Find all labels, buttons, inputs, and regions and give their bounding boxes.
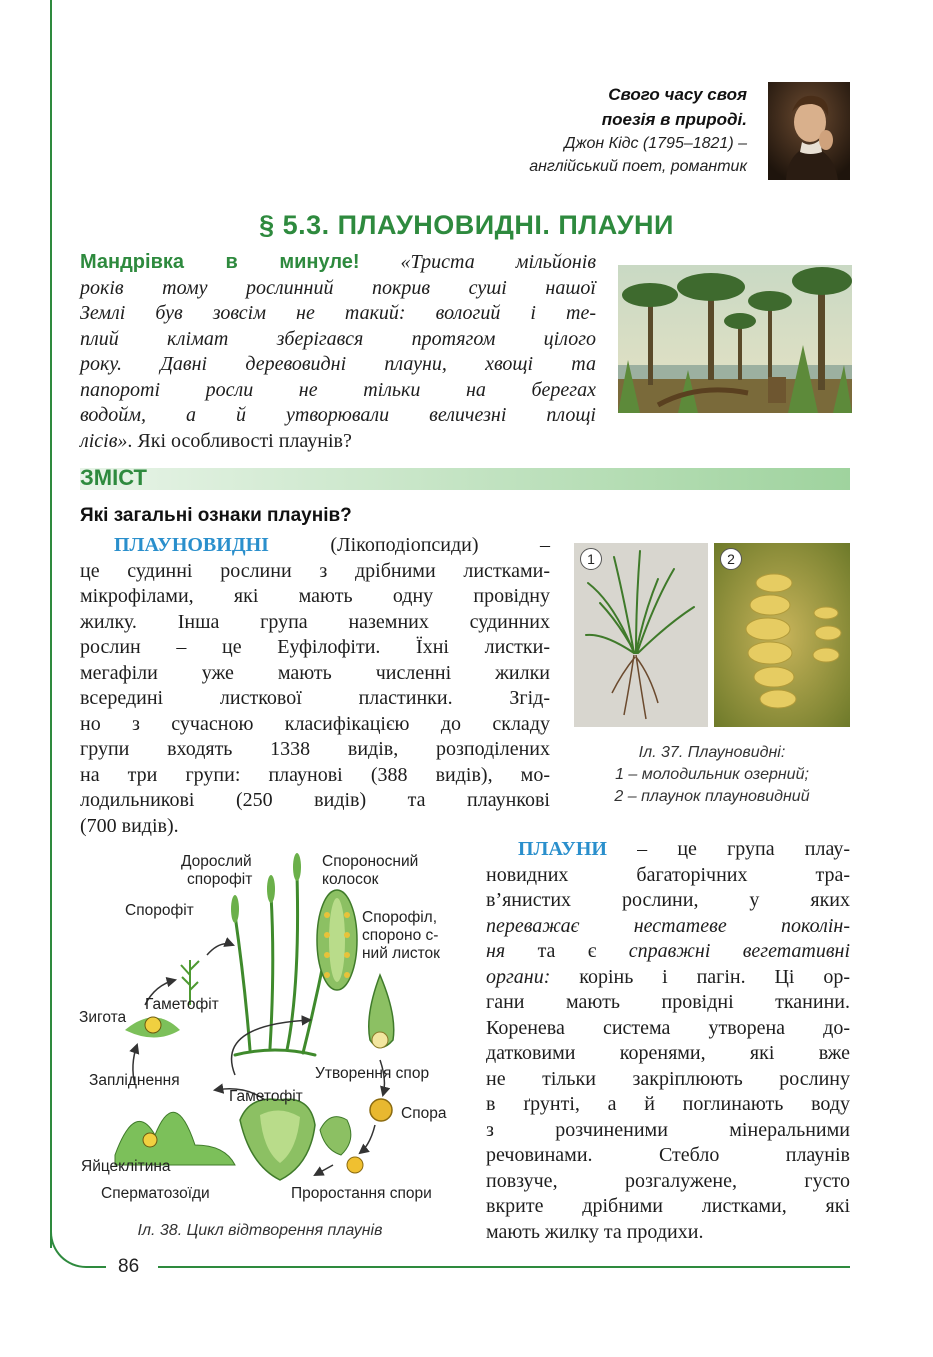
paragraph-line: лодильникові (250 видів) та плаункові (80, 789, 550, 811)
label-egg: Яйцеклітина (81, 1158, 171, 1175)
label-spore: Спора (401, 1105, 447, 1122)
paragraph-line: гани мають провідні тканини. (486, 991, 850, 1013)
intro-line (80, 403, 596, 429)
life-cycle-diagram (75, 845, 475, 1215)
paragraph-text: та є (505, 940, 629, 962)
poet-portrait (768, 82, 850, 180)
paragraph-line: всередині листкової пластинки. Згід- (80, 687, 550, 709)
page-number: 86 (118, 1256, 140, 1277)
intro-lead: Мандрівка в минуле! (80, 251, 360, 273)
intro-text (80, 250, 596, 454)
label-sperm: Сперматозоїди (101, 1185, 210, 1202)
subheading: Які загальні ознаки плаунів? (80, 505, 352, 526)
paragraph-emphasis: переважає нестатеве поколін- (486, 914, 850, 937)
epigraph-quote-line: Свого часу своя (608, 85, 747, 104)
intro-line (80, 276, 596, 302)
intro-quote: папороті росли не тільки на берегах (80, 378, 596, 401)
epigraph-author-line: Джон Кідс (1795–1821) – (564, 135, 747, 152)
paragraph-line (486, 837, 850, 863)
label-gametophyte: Гаметофіт (229, 1088, 303, 1105)
term-plauny: ПЛАУНИ (518, 838, 607, 860)
paragraph-line: мікрофілами, які мають одну провідну (80, 585, 550, 607)
paragraph-line: Коренева система утворена до- (486, 1016, 850, 1039)
page-frame-bottom (158, 1266, 850, 1268)
intro-quote: Землі був зовсім не такий: вологий і те- (80, 302, 596, 324)
epigraph-author-line: англійський поет, романтик (529, 158, 747, 175)
label-strobilus: колосок (322, 871, 379, 888)
caption-line: Іл. 37. Плауновидні: (638, 744, 786, 761)
label-sporophyll: ний листок (362, 945, 440, 962)
paragraph-emphasis: органи: (486, 965, 551, 988)
ancient-forest-illustration (618, 265, 852, 413)
paragraph-line: мегафіли уже мають численні жилки (80, 661, 550, 684)
intro-line (80, 250, 596, 276)
paragraph-line: но з сучасною класифікацією до складу (80, 712, 550, 735)
intro-line (80, 327, 596, 353)
figure-badge: 1 (580, 548, 602, 570)
intro-line (80, 352, 596, 378)
label-sporophyll: Спорофіл, (362, 909, 437, 926)
intro-quote: років тому рослинний покрив суші нашої (80, 276, 596, 299)
label-spore-germination: Проростання спори (291, 1185, 432, 1202)
paragraph-line: датковими коренями, які вже (486, 1042, 850, 1064)
figure-37-caption (560, 742, 864, 808)
label-adult-sporophyte: Дорослий (181, 853, 252, 870)
paragraph-line (486, 914, 850, 940)
paragraph-emphasis: ня (486, 940, 506, 962)
label-adult-sporophyte: спорофіт (187, 871, 253, 888)
paragraph-line: жилку. Інша група наземних судинних (80, 610, 550, 633)
epigraph (420, 82, 747, 178)
label-sporophyte: Спорофіт (125, 902, 194, 919)
paragraph-line: групи входять 1338 видів, розподілених (80, 738, 550, 760)
paragraph-line: на три групи: плаунові (388 видів), мо- (80, 763, 550, 786)
page-frame-bottom (88, 1266, 106, 1268)
intro-line (80, 378, 596, 404)
paragraph-line (486, 939, 850, 965)
label-zygote: Зигота (79, 1009, 127, 1026)
paragraph-line: з розчиненими мінеральними (486, 1118, 850, 1141)
intro-quote: «Триста мільйонів (359, 251, 596, 273)
intro-line (80, 301, 596, 327)
paragraph-line: вкрите дрібними листками, які (486, 1195, 850, 1217)
paragraph-line: це судинні рослини з дрібними листками- (80, 559, 550, 582)
label-strobilus: Спороносний (322, 853, 419, 870)
figure-38-caption: Іл. 38. Цикл відтворення плаунів (137, 1222, 383, 1239)
photo-selaginella (714, 543, 850, 727)
content-heading: ЗМІСТ (80, 465, 147, 490)
page-frame-left (50, 0, 52, 1248)
paragraph-text: – це група плау- (606, 838, 850, 860)
paragraph-line: повзуче, розгалужене, густо (486, 1169, 850, 1192)
paragraph-plauny (486, 837, 850, 1245)
paragraph-lycopodiopsida (80, 533, 550, 839)
intro-line (80, 429, 596, 455)
intro-quote: водойм, а й утворювали величезні площі (80, 404, 596, 426)
paragraph-line: мають жилку та продихи. (486, 1220, 704, 1243)
section-bar (80, 468, 850, 490)
label-gametophyte: Гаметофіт (145, 996, 219, 1013)
caption-line: 2 – плаунок плауновидний (614, 788, 810, 805)
paragraph-line: новидних багаторічних тра- (486, 863, 850, 886)
paragraph-line: в ґрунті, а й поглинають воду (486, 1093, 850, 1115)
paragraph-line: речовинами. Стебло плаунів (486, 1144, 850, 1166)
photo-quillwort (574, 543, 708, 727)
paragraph-emphasis: справжні вегетативні (628, 940, 850, 962)
caption-line: 1 – молодильник озерний; (615, 766, 809, 783)
paragraph-line (486, 965, 850, 991)
paragraph-text: корінь і пагін. Ці ор- (550, 965, 850, 988)
intro-question: . Які особливості плаунів? (127, 429, 352, 452)
paragraph-line (80, 533, 550, 559)
label-sporophyll: спороно с- (362, 927, 439, 944)
label-spore-formation: Утворення спор (315, 1065, 430, 1082)
intro-quote: року. Давні деревовидні плауни, хвощі та (80, 353, 596, 375)
section-title: § 5.3. ПЛАУНОВИДНІ. ПЛАУНИ (259, 210, 674, 240)
paragraph-line: в’янистих рослини, у яких (486, 889, 850, 911)
intro-quote: лісів» (80, 429, 128, 452)
epigraph-quote-line: поезія в природі. (601, 110, 747, 129)
paragraph-text: (Лікоподіопсиди) – (268, 534, 550, 556)
paragraph-line: рослин – це Еуфілофіти. Їхні листки- (80, 636, 550, 658)
figure-badge: 2 (720, 548, 742, 570)
term-lycopodiopsida: ПЛАУНОВИДНІ (114, 534, 269, 556)
label-fertilization: Запліднення (89, 1072, 180, 1089)
paragraph-line: не тільки закріплюють рослину (486, 1067, 850, 1090)
intro-quote: плий клімат зберігався протягом цілого (80, 327, 596, 350)
paragraph-line: (700 видів). (80, 814, 179, 837)
